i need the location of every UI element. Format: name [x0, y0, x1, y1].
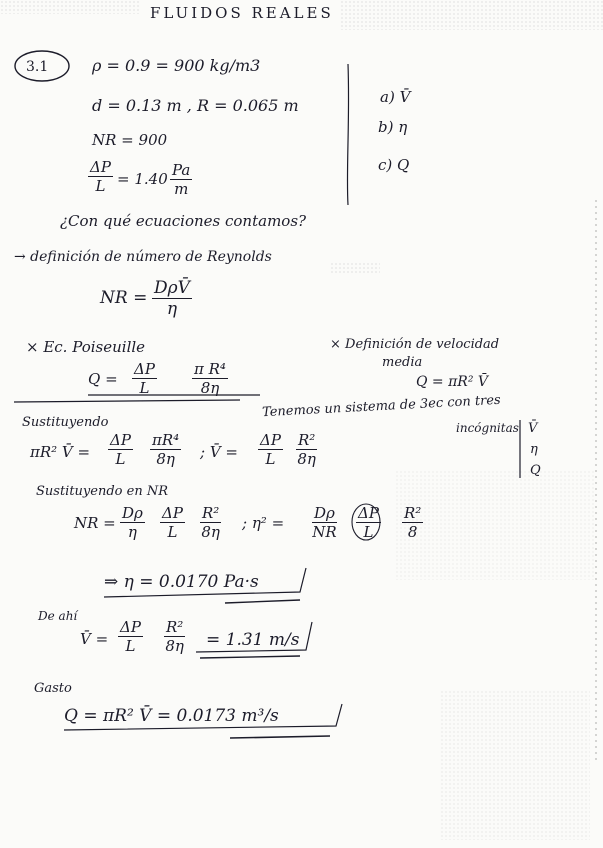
- reynolds-formula-frac: DρV̄ η: [154, 278, 190, 319]
- given-pressure-gradient-frac: $\frac{\Delta P}{L}$: [90, 158, 111, 195]
- given-reynolds: NR = 900: [92, 131, 168, 149]
- given-pressure-gradient-unit: $\frac{Pa}{m}$: [172, 161, 191, 198]
- subst-nr-frac-3: $\frac{\text{R²}}{8\eta}$: [201, 504, 220, 541]
- poiseuille-frac-1: $\frac{\Delta P}{L}$: [134, 360, 155, 397]
- subst-eq-frac-4: $\frac{\text{R²}}{8\eta}$: [297, 431, 316, 468]
- reynolds-formula-lhs: NR =: [100, 288, 148, 308]
- from-here-label: De ahí: [38, 609, 78, 623]
- subst-nr-frac-6: $\frac{\text{R²}}{8}$: [404, 504, 422, 541]
- given-pressure-gradient-value: = 1.40: [117, 170, 168, 188]
- asked-b: b) η: [378, 118, 408, 136]
- eta-box: [104, 568, 306, 597]
- system-note-1: Tenemos un sistema de 3ec con tres: [261, 392, 502, 421]
- poiseuille-lhs: Q =: [88, 370, 118, 388]
- mean-velocity-note-1: × Definición de velocidad: [330, 337, 500, 352]
- subst-nr-frac-2: $\frac{\Delta P}{L}$: [162, 504, 183, 541]
- subst-eq-lhs: πR² V̄ =: [30, 443, 91, 461]
- v-underline: [200, 656, 300, 658]
- system-note-2: incógnitas: [456, 421, 519, 435]
- given-density: ρ = 0.9 = 900 kg/m3: [92, 56, 261, 75]
- subst-eq-frac-3: $\frac{\Delta P}{L}$: [260, 431, 281, 468]
- subst-eq-frac-2: $\frac{\text{πR⁴}}{8\eta}$: [152, 431, 180, 468]
- result-q: Q = πR² V̄ = 0.0173 m³/s: [64, 706, 279, 726]
- eta-circle: [352, 504, 380, 540]
- section-divider: [14, 400, 240, 402]
- flow-label: Gasto: [34, 681, 72, 696]
- subst-nr-lhs: NR =: [74, 514, 116, 532]
- subst-nr-frac-4: $\frac{D\rho}{NR}$: [312, 504, 337, 541]
- subst-eq-frac-1: $\frac{\Delta P}{L}$: [110, 431, 131, 468]
- unknown-eta: η: [530, 442, 538, 457]
- subst-nr-label: Sustituyendo en NR: [36, 484, 168, 499]
- substitute-label: Sustituyendo: [22, 415, 109, 430]
- poiseuille-frac-2: $\frac{\text{π R⁴}}{8\eta}$: [194, 360, 226, 397]
- question-text: ¿Con qué ecuaciones contamos?: [60, 212, 307, 230]
- mean-velocity-formula: Q = πR² V̄: [416, 374, 489, 390]
- subst-eq-mid: ; V̄ =: [200, 443, 238, 461]
- result-v-lhs: V̄ =: [80, 630, 109, 648]
- problem-number: 3.1: [26, 59, 49, 75]
- asked-c: c) Q: [378, 156, 410, 174]
- result-eta: ⇒ η = 0.0170 Pa·s: [104, 572, 259, 592]
- unknown-v: V̄: [528, 421, 538, 436]
- reynolds-definition-note: → definición de número de Reynolds: [14, 249, 272, 265]
- result-v-value: = 1.31 m/s: [206, 630, 300, 650]
- vertical-divider: [347, 64, 348, 205]
- q-underline: [230, 736, 330, 738]
- unknown-q: Q: [530, 463, 541, 478]
- page-title: FLUIDOS REALES: [150, 4, 334, 22]
- poiseuille-label: × Ec. Poiseuille: [26, 338, 146, 356]
- eta-underline: [225, 600, 300, 603]
- subst-nr-frac-5: $\frac{\Delta P}{L}$: [358, 504, 379, 541]
- asked-a: a) V̄: [380, 88, 411, 106]
- result-v-frac-1: $\frac{\Delta P}{L}$: [120, 618, 141, 655]
- v-box: [196, 622, 312, 652]
- given-diameter-radius: d = 0.13 m , R = 0.065 m: [92, 96, 299, 115]
- mean-velocity-note-2: media: [382, 355, 423, 370]
- q-box: [64, 704, 342, 730]
- subst-nr-mid: ; η² =: [242, 514, 285, 532]
- subst-nr-frac-1: $\frac{D\rho}{\eta}$: [122, 504, 143, 541]
- problem-number-circle: [15, 51, 69, 81]
- result-v-frac-2: $\frac{\text{R²}}{8\eta}$: [165, 618, 184, 655]
